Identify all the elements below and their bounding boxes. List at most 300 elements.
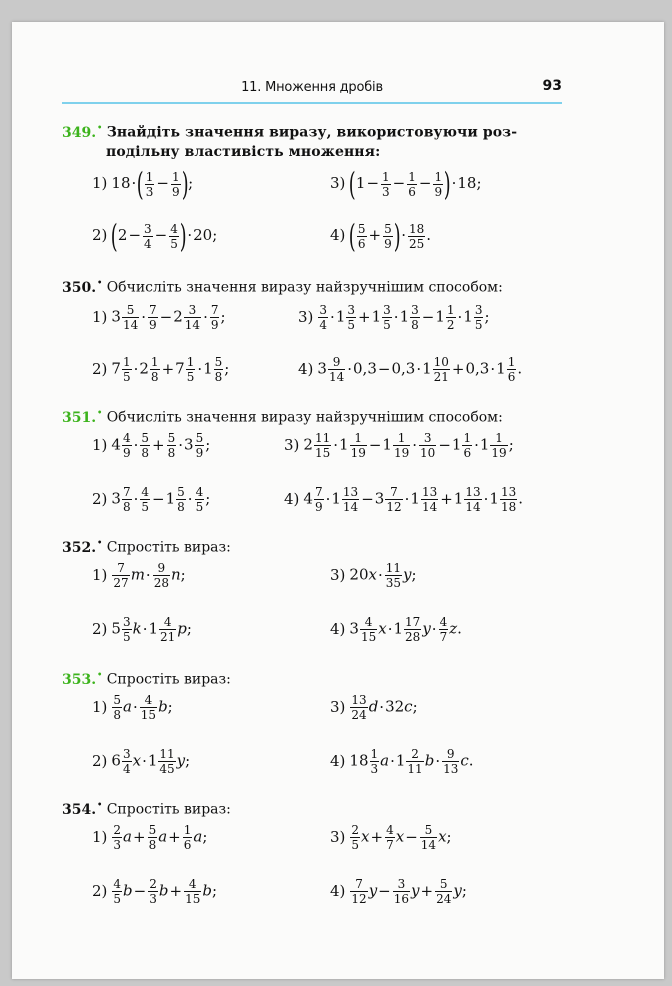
fraction [169, 223, 179, 250]
math-token: 18 [111, 174, 131, 192]
fraction [148, 824, 158, 851]
fraction [474, 304, 484, 331]
fraction [167, 432, 177, 459]
fraction [150, 356, 160, 383]
math-token: 3 [374, 489, 385, 508]
math-token: 12 [351, 892, 367, 906]
task-351-1: 1) 4 $\frac{4}{9}$ · $\frac{5}{8}$ + $\frac{5}{8}$ ·3 $\frac{5}{9}$ ; [92, 431, 211, 460]
math-token: 1 [451, 435, 462, 454]
math-token: n [170, 565, 181, 584]
math-token: 1 [203, 359, 213, 378]
task-label: 3) [330, 565, 346, 584]
math-token: 4 [386, 823, 394, 837]
task-label: 2) [92, 489, 108, 508]
math-token: 4 [159, 616, 176, 630]
math-token: 3 [370, 762, 379, 776]
fraction [342, 486, 359, 513]
fraction [435, 878, 452, 905]
math-token: 9 [195, 446, 204, 460]
math-token: 3 [317, 359, 327, 378]
math-token: 1 [186, 355, 195, 369]
fraction [410, 304, 420, 331]
math-token: 1 [410, 489, 420, 508]
fraction [385, 824, 395, 851]
task-label: 2) [92, 881, 108, 900]
math-token: 5 [113, 892, 122, 906]
math-token: 13 [443, 762, 459, 776]
task-351-2: 2) 3 $\frac{7}{8}$ · $\frac{4}{5}$ −1 $\frac{5}{8}$ · $\frac{4}{5}$ ; [92, 485, 211, 514]
math-token: 5 [474, 318, 483, 332]
math-token: b [424, 751, 435, 770]
math-token: 1 [331, 489, 341, 508]
math-token: y [453, 881, 462, 900]
exercise-number: 349.• [62, 122, 103, 141]
math-token: 35 [385, 576, 402, 590]
fraction [500, 486, 517, 513]
math-token: x [132, 751, 142, 770]
math-token: 11 [385, 561, 402, 575]
math-token: 19 [350, 446, 366, 460]
math-token: 1 [150, 355, 159, 369]
math-token: a [158, 827, 168, 846]
fraction [122, 748, 132, 775]
task-352-1: 1) $\frac{7}{27}$ m· $\frac{9}{28}$ n; [92, 561, 186, 590]
math-token: 7 [111, 359, 121, 378]
math-token: a [380, 751, 390, 770]
fraction [140, 486, 150, 513]
math-token: 9 [314, 500, 323, 514]
math-token: 2 [351, 823, 360, 837]
math-token: 10 [433, 355, 449, 369]
task-label: 2) [92, 226, 108, 244]
task-349-1: 1) 18·( $\frac{1}{3}$ − $\frac{1}{9}$ ); [92, 165, 194, 203]
fraction [439, 616, 449, 643]
math-token: 1 [489, 489, 499, 508]
fraction [171, 171, 181, 198]
math-token: c [404, 697, 413, 716]
math-token: x [361, 827, 370, 846]
exercise-353 [62, 666, 572, 690]
math-token: 1 [479, 435, 490, 454]
math-token: 20 [349, 565, 369, 584]
math-token: 1 [393, 619, 404, 638]
math-token: 8 [141, 446, 150, 460]
math-token: 3 [382, 184, 390, 199]
math-token: a [193, 827, 203, 846]
math-token: 5 [141, 431, 150, 445]
fraction [184, 304, 201, 331]
math-token: 14 [421, 500, 438, 514]
math-token: 3 [149, 892, 157, 906]
math-token: 0,3 [465, 359, 490, 378]
math-token: 7 [314, 485, 323, 499]
exercise-instruction: Знайдіть значення виразу, використовуючи роз- [106, 124, 518, 141]
math-token: p [177, 619, 187, 638]
math-token: 14 [465, 500, 481, 514]
fraction [446, 304, 456, 331]
fraction [433, 171, 443, 198]
fraction [159, 616, 176, 643]
task-label: 3) [330, 697, 346, 716]
math-token: 3 [319, 303, 328, 317]
task-label: 4) [330, 881, 346, 900]
exercise-350 [62, 274, 572, 298]
math-token: 2 [139, 359, 149, 378]
math-token: k [132, 619, 142, 638]
math-token: 11 [159, 747, 175, 761]
math-token: x [378, 619, 387, 638]
math-token: 1 [463, 431, 472, 445]
fraction [122, 432, 132, 459]
math-token: 3 [349, 619, 359, 638]
chapter-title: 11. Множення дробів [241, 80, 383, 95]
fraction [462, 432, 472, 459]
exercise-instruction: Спростіть вираз: [106, 801, 231, 818]
math-token: 1 [355, 174, 366, 192]
math-token: 1 [148, 619, 159, 638]
math-token: 1 [350, 432, 367, 446]
math-token: d [368, 697, 379, 716]
exercise-heading [62, 119, 572, 143]
math-token: 3 [474, 303, 483, 317]
math-token: 7 [386, 838, 394, 852]
task-label: 1) [92, 307, 108, 326]
math-token: 15 [140, 708, 157, 722]
math-token: y [422, 619, 431, 638]
math-token: 4 [303, 489, 313, 508]
fraction [112, 562, 129, 589]
math-token: 9 [442, 748, 459, 762]
math-token: 15 [185, 892, 201, 906]
math-token: 7 [439, 630, 448, 644]
math-token: 1 [171, 169, 180, 184]
math-token: 9 [153, 562, 170, 576]
fraction [385, 562, 402, 589]
math-token: 14 [420, 838, 437, 852]
math-token: 9 [171, 184, 180, 199]
math-token: a [123, 827, 132, 846]
math-token: 1 [183, 823, 192, 837]
math-token: z [449, 619, 458, 638]
math-token: 1 [446, 303, 455, 317]
math-token: 18 [457, 174, 477, 192]
math-token: 18 [500, 500, 517, 514]
fraction [314, 486, 324, 513]
math-token: 3 [111, 307, 121, 326]
fraction [507, 356, 517, 383]
math-token: 11 [314, 431, 331, 445]
fraction [490, 432, 507, 459]
math-token: 6 [507, 370, 516, 384]
math-token: y [411, 881, 420, 900]
math-token: 1 [371, 307, 382, 326]
fraction [393, 432, 410, 459]
fraction [404, 616, 421, 643]
math-token: 32 [385, 697, 405, 716]
math-token: 10 [420, 446, 436, 460]
math-token: 1 [490, 432, 507, 446]
math-token: 14 [342, 500, 359, 514]
math-token: 1 [507, 355, 516, 369]
math-token: 5 [170, 236, 178, 251]
math-token: 1 [399, 307, 410, 326]
math-token: 8 [113, 708, 122, 722]
math-token: 4 [113, 877, 122, 891]
math-token: 13 [421, 485, 438, 499]
math-token: 7 [122, 485, 131, 499]
task-349-3: 3) (1− $\frac{1}{3}$ − $\frac{1}{6}$ − $\frac{1}{9}$ )·18; [330, 165, 482, 203]
fraction [195, 486, 205, 513]
fraction [195, 432, 205, 459]
fraction [357, 223, 367, 250]
math-token: 14 [328, 370, 345, 384]
math-token: 1 [335, 307, 346, 326]
math-token: 9 [149, 318, 157, 332]
math-token: 4 [319, 318, 328, 332]
task-353-4: 4) 18 $\frac{1}{3}$ a·1 $\frac{2}{11}$ b· $\frac{9}{13}$ c. [330, 747, 474, 776]
math-token: 45 [159, 762, 175, 776]
exercise-number: 350.• [62, 277, 103, 296]
task-350-4: 4) 3 $\frac{9}{14}$ ·0,3−0,3·1 $\frac{10}{21}$ +0,3·1 $\frac{1}{6}$ . [298, 355, 523, 384]
fraction [383, 223, 393, 250]
math-token: 4 [184, 878, 201, 892]
math-token: 5 [214, 355, 223, 369]
math-token: b [158, 697, 168, 716]
math-token: 2 [446, 318, 455, 332]
math-token: 1 [165, 489, 176, 508]
math-token: 4 [170, 221, 178, 236]
math-token: 9 [210, 318, 219, 332]
task-label: 4) [284, 489, 300, 508]
math-token: 3 [113, 838, 122, 852]
math-token: 7 [385, 486, 402, 500]
task-354-3: 3) $\frac{2}{5}$ x+ $\frac{4}{7}$ x− $\frac{5}{14}$ x; [330, 823, 452, 852]
math-token: 4 [144, 236, 152, 251]
math-token: b [123, 881, 133, 900]
task-label: 1) [92, 697, 108, 716]
math-token: 5 [148, 823, 157, 837]
math-token: 4 [360, 616, 377, 630]
math-token: 8 [122, 500, 131, 514]
task-label: 3) [330, 174, 346, 192]
fraction [314, 432, 331, 459]
math-token: 3 [184, 304, 201, 318]
math-token: 5 [347, 318, 356, 332]
task-label: 2) [92, 619, 108, 638]
math-token: 5 [122, 630, 131, 644]
math-token: 4 [111, 435, 121, 454]
fraction [350, 824, 360, 851]
math-token: 13 [500, 485, 517, 499]
math-token: 5 [195, 431, 204, 445]
task-353-3: 3) $\frac{13}{24}$ d·32c; [330, 693, 418, 722]
math-token: 3 [347, 303, 356, 317]
fraction [153, 562, 170, 589]
exercise-354 [62, 796, 572, 820]
math-token: 5 [195, 500, 204, 514]
fraction [442, 748, 459, 775]
math-token: 2 [303, 435, 313, 454]
math-token: 5 [420, 824, 437, 838]
math-token: y [368, 881, 378, 900]
math-token: 2 [149, 877, 157, 891]
exercise-349 [62, 119, 572, 162]
math-token: 28 [405, 630, 421, 644]
math-token: 9 [434, 184, 443, 199]
math-token: 7 [210, 303, 219, 317]
math-token: 24 [436, 892, 452, 906]
fraction [122, 486, 132, 513]
math-token: 8 [177, 500, 185, 514]
math-token: x [395, 827, 405, 846]
exercise-instruction-cont: подільну властивість множення: [106, 143, 381, 160]
math-token: x [368, 565, 377, 584]
math-token: 7 [350, 878, 367, 892]
fraction [385, 486, 402, 513]
fraction [406, 748, 423, 775]
task-350-2: 2) 7 $\frac{1}{5}$ ·2 $\frac{1}{8}$ +7 $\frac{1}{5}$ ·1 $\frac{5}{8}$ ; [92, 355, 230, 384]
task-350-1: 1) 3 $\frac{5}{14}$ · $\frac{7}{9}$ −2 $\frac{3}{14}$ · $\frac{7}{9}$ ; [92, 303, 226, 332]
math-token: 4 [141, 485, 150, 499]
math-token: 9 [328, 356, 345, 370]
task-351-3: 3) 2 $\frac{11}{15}$ ·1 $\frac{1}{19}$ −1 $\frac{1}{19}$ · $\frac{3}{10}$ −1 $\frac{1}{6}$ ·1 $\frac{1}{19}$ ; [284, 431, 514, 460]
exercise-number: 353.• [62, 669, 103, 688]
math-token: 3 [383, 303, 391, 317]
math-token: 13 [465, 485, 481, 499]
fraction [370, 748, 380, 775]
math-token: 14 [184, 318, 201, 332]
math-token: 6 [357, 236, 366, 251]
task-label: 3) [330, 827, 346, 846]
math-token: 1 [408, 169, 416, 184]
fraction [112, 824, 122, 851]
fraction [350, 432, 367, 459]
exercise-instruction: Обчисліть значення виразу найзручнішим способом: [106, 279, 503, 296]
math-token: 11 [407, 762, 423, 776]
task-label: 1) [92, 827, 108, 846]
task-label: 4) [330, 751, 346, 770]
math-token: 3 [144, 221, 152, 236]
math-token: 14 [122, 318, 139, 332]
fraction [421, 486, 438, 513]
math-token: 18 [409, 221, 425, 236]
math-token: x [438, 827, 447, 846]
math-token: 1 [122, 355, 131, 369]
math-token: 9 [384, 236, 392, 251]
math-token: 0,3 [353, 359, 377, 378]
math-token: 1 [382, 169, 390, 184]
math-token: 2 [406, 748, 423, 762]
math-token: 1 [395, 751, 406, 770]
math-token: y [176, 751, 186, 770]
math-token: 1 [434, 169, 443, 184]
fraction [393, 878, 410, 905]
math-token: 3 [184, 435, 194, 454]
math-token: 1 [339, 435, 349, 454]
math-token: 16 [393, 892, 410, 906]
math-token: 1 [370, 747, 379, 761]
math-token: 4 [122, 431, 131, 445]
task-352-3: 3) 20x· $\frac{11}{35}$ y; [330, 561, 417, 590]
math-token: 21 [160, 630, 176, 644]
task-label: 2) [92, 359, 108, 378]
page-number: 93 [542, 78, 562, 94]
fraction [346, 304, 356, 331]
fraction [214, 356, 224, 383]
task-label: 4) [298, 359, 314, 378]
math-token: 6 [463, 446, 472, 460]
math-token: 15 [360, 630, 377, 644]
math-token: 3 [111, 489, 121, 508]
exercise-instruction: Спростіть вираз: [106, 539, 231, 556]
math-token: 4 [140, 694, 157, 708]
math-token: 0,3 [391, 359, 416, 378]
textbook-page [12, 22, 664, 979]
fraction [176, 486, 186, 513]
task-label: 1) [92, 435, 108, 454]
fraction [112, 694, 122, 721]
math-token: 5 [141, 500, 150, 514]
math-token: 3 [411, 303, 419, 317]
math-token: 5 [357, 221, 366, 236]
fraction [148, 304, 158, 331]
fraction [420, 824, 437, 851]
math-token: 15 [314, 446, 331, 460]
fraction [433, 356, 450, 383]
math-token: 1 [422, 359, 432, 378]
fraction [148, 878, 158, 905]
math-token: 9 [122, 446, 131, 460]
fraction [210, 304, 220, 331]
fraction [360, 616, 377, 643]
math-token: 6 [111, 751, 121, 770]
math-token: 13 [351, 693, 367, 707]
math-token: 17 [405, 615, 421, 629]
math-token: 5 [122, 304, 139, 318]
math-token: m [130, 565, 145, 584]
math-token: 5 [383, 318, 391, 332]
math-token: 5 [186, 370, 195, 384]
math-token: 8 [214, 370, 223, 384]
math-token: 5 [111, 619, 121, 638]
math-token: 7 [149, 303, 157, 317]
math-token: a [123, 697, 132, 716]
math-token: 3 [122, 747, 131, 761]
math-token: 5 [435, 878, 452, 892]
math-token: 1 [496, 359, 506, 378]
math-token: 28 [153, 576, 169, 590]
fraction [143, 223, 153, 250]
fraction [183, 824, 193, 851]
task-354-1: 1) $\frac{2}{3}$ a+ $\frac{5}{8}$ a+ $\frac{1}{6}$ a; [92, 823, 208, 852]
math-token: 2 [117, 226, 128, 244]
math-token: 1 [393, 432, 410, 446]
exercise-number: 351.• [62, 407, 103, 426]
math-token: 7 [112, 562, 129, 576]
math-token: 27 [113, 576, 129, 590]
math-token: 3 [122, 615, 131, 629]
fraction [328, 356, 345, 383]
math-token: 3 [393, 878, 410, 892]
math-token: 3 [419, 432, 436, 446]
math-token: 12 [386, 500, 402, 514]
math-token: 6 [183, 838, 192, 852]
math-token: 18 [349, 751, 369, 770]
math-token: 5 [167, 431, 176, 445]
exercise-number: 352.• [62, 537, 103, 556]
task-label: 2) [92, 751, 108, 770]
exercise-instruction: Спростіть вираз: [106, 671, 231, 688]
